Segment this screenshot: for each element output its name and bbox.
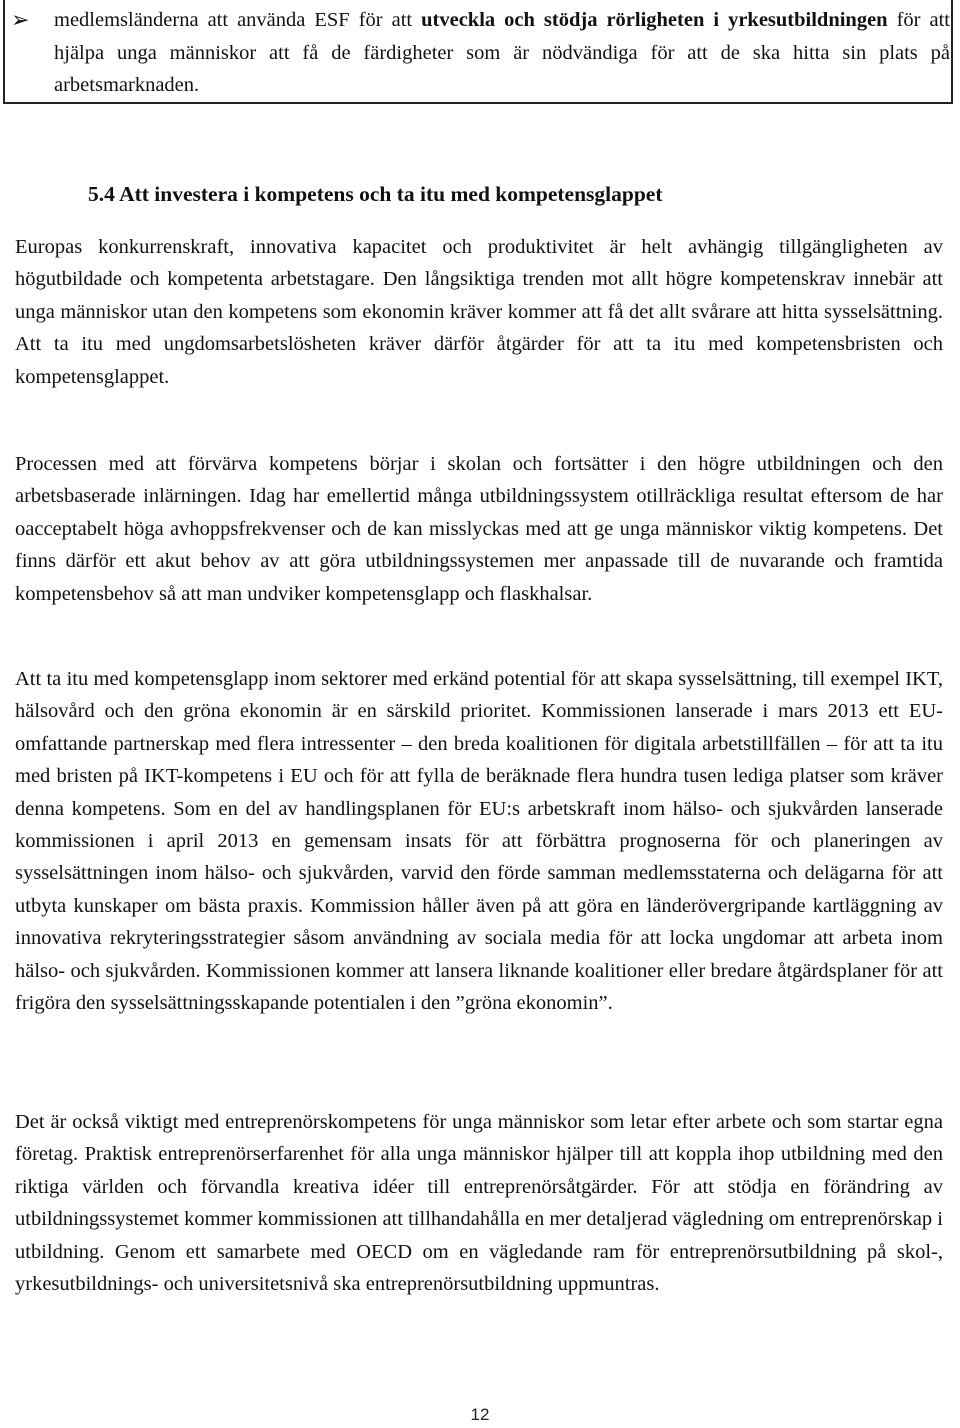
bullet-text-bold: utveckla och stödja rörligheten i yrkesutbildningen xyxy=(421,9,888,31)
section-heading: 5.4 Att investera i kompetens och ta itu med kompetensglappet xyxy=(88,182,663,206)
bullet-text xyxy=(54,4,950,102)
bullet-text-before: medlemsländerna att använda ESF för att xyxy=(54,9,422,31)
paragraph: Europas konkurrenskraft, innovativa kapacitet och produktivitet är helt avhängig tillgängligheten av högutbildade och kompetenta arbetstagare. Den långsiktiga trenden mot allt högre kompetenskrav innebär att unga människor utan den kompetens som ekonomin kräver kommer att få det allt svårare att hitta sysselsättning. Att ta itu med ungdomsarbetslösheten kräver därför åtgärder för att ta itu med kompetensbristen och kompetensglappet. xyxy=(15,236,943,388)
arrow-bullet-icon: ➢ xyxy=(11,7,30,32)
page-number: 12 xyxy=(470,1405,490,1424)
bullet-box xyxy=(3,0,953,104)
bullet-text-after: för att hjälpa unga människor att få de färdigheter som är nödvändiga för att de ska hitta sin plats på arbetsmarknaden. xyxy=(54,9,950,96)
paragraph: Att ta itu med kompetensglapp inom sektorer med erkänd potential för att skapa sysselsättning, till exempel IKT, hälsovård och den gröna ekonomin är en särskild prioritet. Kommissionen lanserade i mars 2013 ett EU-omfattande partnerskap med flera intressenter – den breda koalitionen för digitala arbetstillfällen – för att ta itu med bristen på IKT-kompetens i EU och för att fylla de beräknade flera hundra tusen lediga platser som kräver denna kompetens. Som en del av handlingsplanen för EU:s arbetskraft inom hälso- och sjukvården lanserade kommissionen i april 2013 en gemensam insats för att förbättra prognoserna för och planeringen av sysselsättningen inom hälso- och sjukvården, varvid den förde samman medlemsstaterna och delägarna för att utbyta kunskaper om bästa praxis. Kommission håller även på att göra en länderövergripande kartläggning av innovativa rekryteringsstrategier såsom användning av sociala media för att locka ungdomar att arbeta inom hälso- och sjukvården. Kommissionen kommer att lansera liknande koalitioner eller bredare åtgärdsplaner för att frigöra den sysselsättningsskapande potentialen i den ”gröna ekonomin”. xyxy=(15,668,943,1015)
paragraph: Det är också viktigt med entreprenörskompetens för unga människor som letar efter arbete och som startar egna företag. Praktisk entreprenörserfarenhet för alla unga människor hjälper till att koppla ihop utbildning med den riktiga världen och förvandla kreativa idéer till entreprenörsåtgärder. För att stödja en förändring av utbildningssystemet kommer kommissionen att tillhandahålla en mer detaljerad vägledning om entreprenörskap i utbildning. Genom ett samarbete med OECD om en vägledande ram för entreprenörsutbildning på skol-, yrkesutbildnings- och universitetsnivå ska entreprenörsutbildning uppmuntras. xyxy=(15,1111,943,1296)
paragraph: Processen med att förvärva kompetens börjar i skolan och fortsätter i den högre utbildningen och den arbetsbaserade inlärningen. Idag har emellertid många utbildningssystem otillräckliga resultat eftersom de har oacceptabelt höga avhoppsfrekvenser och de kan misslyckas med att ge unga människor viktig kompetens. Det finns därför ett akut behov av att göra utbildningssystemen mer anpassade till de nuvarande och framtida kompetensbehov så att man undviker kompetensglapp och flaskhalsar. xyxy=(15,453,943,605)
